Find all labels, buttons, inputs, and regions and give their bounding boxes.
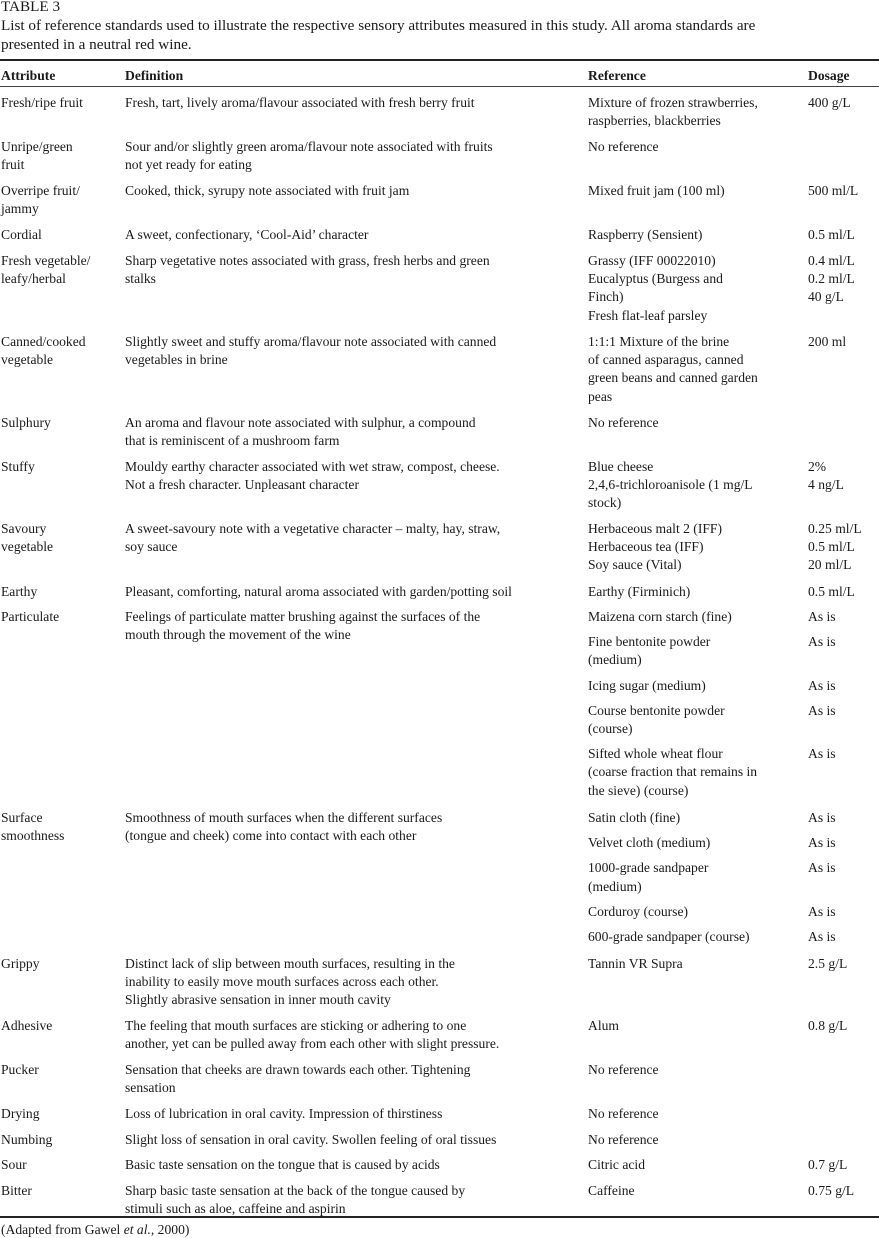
attribute-cell-line: Adhesive [1,1018,53,1033]
dosage-cell-line: As is [808,609,836,624]
dosage-cell-line: 2.5 g/L [808,956,848,971]
dosage-cell-line: 4 ng/L [808,477,844,493]
reference-cell-line: (medium) [588,652,642,668]
reference-cell [588,1156,798,1174]
reference-cell-line: Soy sauce (Vital) [588,557,682,573]
definition-cell-line: Sharp vegetative notes associated with grass, fresh herbs and green [125,253,490,268]
dosage-cell-line: 200 ml [808,334,847,349]
reference-cell-line: of canned asparagus, canned [588,352,744,368]
reference-cell [588,458,798,513]
definition-cell-line: mouth through the movement of the wine [125,627,351,643]
reference-cell-line: 2,4,6-trichloroanisole (1 mg/L [588,477,753,493]
definition-cell [125,583,575,601]
definition-cell-line: Sensation that cheeks are drawn towards each other. Tightening [125,1062,471,1077]
reference-cell-line: the sieve) (course) [588,782,689,798]
attribute-cell-line: Earthy [1,584,38,599]
attribute-cell [1,1156,119,1174]
attribute-cell-line: Cordial [1,227,42,242]
definition-cell-line: Loss of lubrication in oral cavity. Impression of thirstiness [125,1106,443,1121]
dosage-cell-line: 0.25 ml/L [808,521,862,536]
attribute-cell-line: vegetable [1,539,54,555]
reference-cell-line: Maizena corn starch (fine) [588,609,732,624]
reference-cell [588,1017,798,1035]
definition-cell [125,182,575,200]
definition-cell [125,1061,575,1097]
attribute-cell-line: Overripe fruit/ [1,183,80,198]
definition-cell-line: The feeling that mouth surfaces are sticking or adhering to one [125,1018,467,1033]
definition-cell-line: that is reminiscent of a mushroom farm [125,433,340,449]
attribute-cell [1,1017,119,1035]
definition-cell [125,1105,575,1123]
definition-cell-line: stalks [125,271,156,287]
reference-cell-line: 1:1:1 Mixture of the brine [588,334,730,349]
footnote-italic: et al. [123,1222,151,1237]
dosage-cell [808,809,879,827]
definition-cell-line: Slightly sweet and stuffy aroma/flavour note associated with canned [125,334,497,349]
reference-cell-line: 1000-grade sandpaper [588,860,709,876]
definition-cell [125,520,575,556]
reference-cell [588,1061,798,1079]
dosage-cell [808,226,879,244]
attribute-cell [1,226,119,244]
reference-cell [588,1131,798,1149]
definition-cell [125,1017,575,1053]
reference-cell-line: Earthy (Firminich) [588,584,691,599]
dosage-cell-line: 20 ml/L [808,557,852,573]
reference-cell [588,94,798,130]
dosage-cell-line: 0.4 ml/L [808,253,855,268]
attribute-cell-line: Particulate [1,609,60,624]
attribute-cell [1,520,119,556]
reference-cell [588,1105,798,1123]
attribute-cell-line: leafy/herbal [1,271,66,287]
attribute-cell [1,94,119,112]
reference-cell [588,859,798,895]
reference-cell [588,745,798,800]
reference-cell-line: No reference [588,1106,659,1121]
header-dosage: Dosage [808,68,850,83]
definition-cell-line: sensation [125,1080,176,1096]
dosage-cell [808,903,879,921]
definition-cell-line: inability to easily move mouth surfaces across each other. [125,974,439,990]
attribute-cell-line: Savoury [1,521,47,536]
reference-cell-line: Finch) [588,289,624,305]
definition-cell-line: Fresh, tart, lively aroma/flavour associated with fresh berry fruit [125,95,475,110]
reference-cell [588,252,798,325]
dosage-cell-line: As is [808,860,836,876]
attribute-cell [1,182,119,218]
reference-cell-line: (medium) [588,878,642,894]
reference-cell-line: Velvet cloth (medium) [588,835,711,851]
definition-cell-line: Sharp basic taste sensation at the back of the tongue caused by [125,1183,466,1198]
attribute-cell-line: Sulphury [1,415,51,430]
definition-cell-line: (tongue and cheek) come into contact with each other [125,828,417,844]
reference-cell [588,583,798,601]
reference-cell [588,414,798,432]
dosage-cell [808,252,879,307]
dosage-cell [808,633,879,651]
attribute-cell-line: Drying [1,1106,40,1121]
dosage-cell [808,834,879,852]
definition-cell [125,252,575,288]
attribute-cell-line: Canned/cooked [1,334,86,349]
reference-cell-line: Sifted whole wheat flour [588,746,723,762]
reference-cell [588,903,798,921]
header-reference: Reference [588,68,646,83]
attribute-cell-line: Sour [1,1157,27,1172]
attribute-cell-line: vegetable [1,352,54,368]
dosage-cell-line: 0.5 ml/L [808,584,855,599]
dosage-cell [808,1182,879,1200]
attribute-cell-line: Fresh vegetable/ [1,253,91,268]
dosage-cell [808,333,879,351]
dosage-cell-line: 0.8 g/L [808,1018,848,1033]
dosage-cell [808,745,879,763]
reference-cell-line: Citric acid [588,1157,645,1172]
definition-cell [125,226,575,244]
dosage-cell-line: 40 g/L [808,289,844,305]
definition-cell-line: Basic taste sensation on the tongue that is caused by acids [125,1157,440,1172]
reference-cell-line: green beans and canned garden [588,370,758,386]
reference-cell [588,955,798,973]
caption-line: presented in a neutral red wine. [1,36,192,53]
reference-cell-line: Tannin VR Supra [588,956,683,971]
attribute-cell-line: Unripe/green [1,139,73,154]
attribute-cell-line: Stuffy [1,459,35,474]
reference-cell [588,633,798,669]
definition-cell [125,955,575,1010]
dosage-cell [808,520,879,575]
definition-cell [125,608,575,644]
dosage-cell-line: 0.5 ml/L [808,539,855,555]
reference-cell [588,834,798,852]
dosage-cell-line: 0.2 ml/L [808,271,855,287]
reference-cell-line: Course bentonite powder [588,702,725,718]
header-definition: Definition [125,68,184,83]
dosage-cell-line: As is [808,702,836,718]
attribute-cell [1,1061,119,1079]
reference-cell [588,333,798,406]
attribute-cell [1,1105,119,1123]
attribute-cell [1,809,119,845]
reference-cell-line: Corduroy (course) [588,903,689,919]
dosage-cell-line: 2% [808,459,827,474]
definition-cell-line: Not a fresh character. Unpleasant character [125,477,359,493]
reference-cell-line: Eucalyptus (Burgess and [588,271,723,287]
definition-cell-line: another, yet can be pulled away from each other with slight pressure. [125,1036,500,1052]
attribute-cell [1,1182,119,1200]
reference-cell-line: Fine bentonite powder [588,634,711,650]
dosage-cell [808,1017,879,1035]
definition-cell [125,458,575,494]
definition-cell-line: Mouldy earthy character associated with wet straw, compost, cheese. [125,459,500,474]
dosage-cell-line: As is [808,835,836,851]
reference-cell-line: Icing sugar (medium) [588,677,706,693]
reference-cell [588,226,798,244]
definition-cell-line: vegetables in brine [125,352,228,368]
definition-cell-line: Distinct lack of slip between mouth surfaces, resulting in the [125,956,455,971]
reference-cell-line: Herbaceous tea (IFF) [588,539,704,555]
reference-cell [588,702,798,738]
attribute-cell-line: fruit [1,157,25,173]
reference-cell [588,138,798,156]
reference-cell-line: raspberries, blackberries [588,113,721,129]
dosage-cell [808,182,879,200]
definition-cell [125,333,575,369]
attribute-cell-line: Grippy [1,956,40,971]
definition-cell-line: Sour and/or slightly green aroma/flavour note associated with fruits [125,139,493,154]
dosage-cell-line: 0.7 g/L [808,1157,848,1172]
dosage-cell-line: 0.75 g/L [808,1183,855,1198]
table-caption [1,0,877,54]
dosage-cell [808,677,879,695]
reference-cell-line: (course) [588,721,633,736]
definition-cell-line: Cooked, thick, syrupy note associated with fruit jam [125,183,410,198]
caption-line: List of reference standards used to illustrate the respective sensory attributes measured in this study. All aroma standards are [1,17,756,34]
attribute-cell-line: Fresh/ripe fruit [1,95,83,110]
dosage-cell-line: As is [808,677,836,693]
reference-cell-line: Blue cheese [588,459,654,474]
attribute-cell-line: Numbing [1,1132,53,1147]
definition-cell-line: Smoothness of mouth surfaces when the different surfaces [125,810,443,825]
reference-cell-line: Mixture of frozen strawberries, [588,95,758,110]
reference-cell-line: No reference [588,1132,659,1147]
dosage-cell [808,608,879,626]
reference-cell [588,677,798,695]
reference-cell-line: 600-grade sandpaper (course) [588,929,750,944]
reference-cell-line: Satin cloth (fine) [588,810,681,825]
definition-cell-line: An aroma and flavour note associated with sulphur, a compound [125,415,476,430]
reference-cell [588,809,798,827]
attribute-cell [1,955,119,973]
reference-cell-line: Mixed fruit jam (100 ml) [588,183,725,198]
attribute-cell-line: jammy [1,201,39,217]
attribute-cell [1,414,119,432]
table-label: TABLE 3 [1,0,61,15]
definition-cell-line: Feelings of particulate matter brushing against the surfaces of the [125,609,481,624]
dosage-cell [808,1156,879,1174]
footnote-suffix: , 2000) [150,1222,190,1237]
table-top-rule [0,59,879,61]
reference-cell-line: Herbaceous malt 2 (IFF) [588,521,723,536]
reference-cell [588,182,798,200]
reference-cell-line: peas [588,388,613,404]
definition-cell [125,1131,575,1149]
attribute-cell [1,138,119,174]
definition-cell [125,94,575,112]
attribute-cell-line: smoothness [1,828,65,844]
footnote-prefix: (Adapted from Gawel [1,1222,124,1237]
reference-cell-line: Grassy (IFF 00022010) [588,253,716,268]
table-footnote [1,1221,189,1238]
header-rule [0,86,879,87]
reference-cell [588,1182,798,1200]
definition-cell-line: Slightly abrasive sensation in inner mouth cavity [125,992,391,1008]
dosage-cell [808,94,879,112]
dosage-cell-line: As is [808,903,836,919]
definition-cell [125,138,575,174]
header-attribute: Attribute [1,68,56,83]
definition-cell-line: Pleasant, comforting, natural aroma associated with garden/potting soil [125,584,512,599]
attribute-cell-line: Surface [1,810,43,825]
definition-cell [125,1156,575,1174]
reference-cell-line: Fresh flat-leaf parsley [588,307,708,323]
reference-cell-line: (coarse fraction that remains in [588,764,758,780]
dosage-cell-line: As is [808,746,836,762]
attribute-cell [1,458,119,476]
attribute-cell-line: Bitter [1,1183,32,1198]
dosage-cell-line: As is [808,929,836,944]
definition-cell-line: Slight loss of sensation in oral cavity. Swollen feeling of oral tissues [125,1132,497,1147]
reference-cell-line: No reference [588,1062,659,1077]
dosage-cell [808,955,879,973]
attribute-cell [1,583,119,601]
dosage-cell-line: 400 g/L [808,95,851,110]
dosage-cell [808,928,879,946]
definition-cell-line: soy sauce [125,539,178,555]
attribute-cell-line: Pucker [1,1062,39,1077]
reference-cell-line: Raspberry (Sensient) [588,227,703,242]
definition-cell [125,1182,575,1218]
attribute-cell [1,1131,119,1149]
reference-cell [588,928,798,946]
dosage-cell [808,859,879,877]
definition-cell [125,809,575,845]
table-bottom-rule [0,1216,879,1218]
dosage-cell-line: As is [808,634,836,650]
definition-cell-line: not yet ready for eating [125,157,252,173]
attribute-cell [1,608,119,626]
dosage-cell-line: 500 ml/L [808,183,859,198]
reference-cell-line: No reference [588,415,659,430]
dosage-cell [808,458,879,494]
attribute-cell [1,252,119,288]
reference-cell-line: Caffeine [588,1183,635,1198]
reference-cell [588,608,798,626]
definition-cell-line: A sweet-savoury note with a vegetative character – malty, hay, straw, [125,521,501,536]
attribute-cell [1,333,119,369]
definition-cell [125,414,575,450]
dosage-cell-line: As is [808,810,836,825]
definition-cell-line: stimuli such as aloe, caffeine and aspirin [125,1201,346,1217]
definition-cell-line: A sweet, confectionary, ‘Cool-Aid’ character [125,227,369,242]
reference-cell-line: stock) [588,495,622,511]
reference-cell-line: Alum [588,1018,619,1033]
dosage-cell [808,702,879,720]
reference-cell [588,520,798,575]
dosage-cell-line: 0.5 ml/L [808,227,855,242]
dosage-cell [808,583,879,601]
reference-cell-line: No reference [588,139,659,154]
